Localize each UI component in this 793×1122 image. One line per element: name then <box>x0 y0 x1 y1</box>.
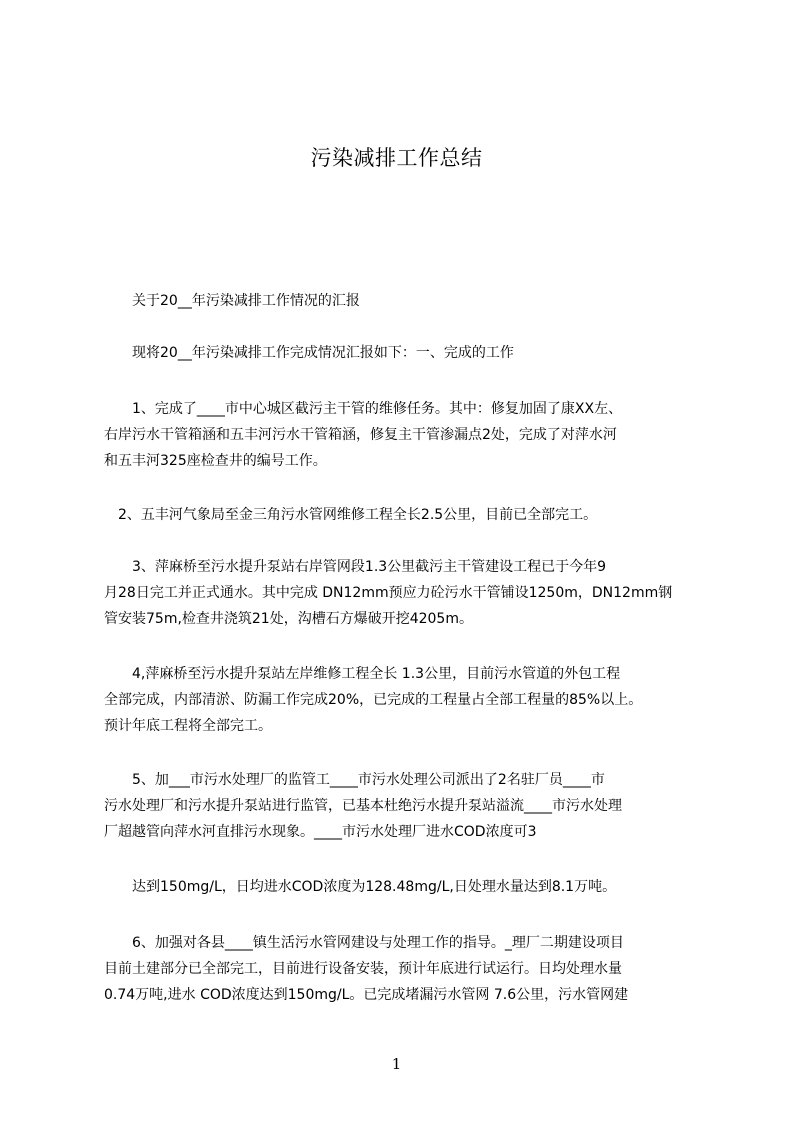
text-line: 2、五丰河气象局至金三角污水管网维修工程全长2.5公里，目前已全部完工。 <box>104 507 598 523</box>
paragraph-item-1 <box>104 396 694 474</box>
paragraph-item-4 <box>104 661 694 739</box>
text-line: 管安装75m,检查井浇筑21处，沟槽石方爆破开挖4205m。 <box>104 611 473 627</box>
text-line: 预计年底工程将全部完工。 <box>104 718 272 734</box>
text-line: 达到150mg/L，日均进水COD浓度为128.48mg/L,日处理水量达到8.1万吨。 <box>104 879 617 895</box>
document-title: 污染减排工作总结 <box>310 146 483 170</box>
text-line: 目前土建部分已全部完工，目前进行设备安装，预计年底进行试运行。日均处理水量 <box>104 961 622 977</box>
text-line: 3、萍麻桥至污水提升泵站右岸管网段1.3公里截污主干管建设工程已于今年9 <box>104 559 607 575</box>
text-line: 关于20__年污染减排工作情况的汇报 <box>104 293 360 309</box>
paragraph-item-2 <box>104 502 694 528</box>
paragraph-cod-level <box>104 874 694 900</box>
text-line: 现将20__年污染减排工作完成情况汇报如下：一、完成的工作 <box>104 345 514 361</box>
text-line: 6、加强对各县____镇生活污水管网建设与处理工作的指导。_理厂二期建设项目 <box>104 935 624 951</box>
text-line: 右岸污水干管箱涵和五丰河污水干管箱涵，修复主干管渗漏点2处，完成了对萍水河 <box>104 427 617 443</box>
paragraph-report-heading <box>104 288 694 314</box>
page-number: 1 <box>391 1055 402 1073</box>
text-line: 厂超越管向萍水河直排污水现象。____市污水处理厂进水COD浓度可3 <box>104 824 537 840</box>
text-line: 污水处理厂和污水提升泵站进行监管，已基本杜绝污水提升泵站溢流____市污水处理 <box>104 798 622 814</box>
text-line: 1、完成了____市中心城区截污主干管的维修任务。其中：修复加固了康XX左、 <box>104 401 623 417</box>
text-line: 和五丰河325座检查井的编号工作。 <box>104 453 327 469</box>
text-line: 4,萍麻桥至污水提升泵站左岸维修工程全长 1.3公里，目前污水管道的外包工程 <box>104 666 621 682</box>
paragraph-item-3 <box>104 554 694 632</box>
text-line: 5、加___市污水处理厂的监管工____市污水处理公司派出了2名驻厂员____市 <box>104 772 605 788</box>
paragraph-item-6 <box>104 930 694 1008</box>
paragraph-intro <box>104 340 694 366</box>
paragraph-item-5 <box>104 767 694 845</box>
text-line: 0.74万吨,进水 COD浓度达到150mg/L。已完成堵漏污水管网 7.6公里，污水管网建 <box>104 987 629 1003</box>
text-line: 全部完成，内部清淤、防漏工作完成20%，已完成的工程量占全部工程量的85%以上。 <box>104 692 643 708</box>
text-line: 月28日完工并正式通水。其中完成 DN12mm预应力砼污水干管铺设1250m，DN12mm钢 <box>104 585 673 601</box>
